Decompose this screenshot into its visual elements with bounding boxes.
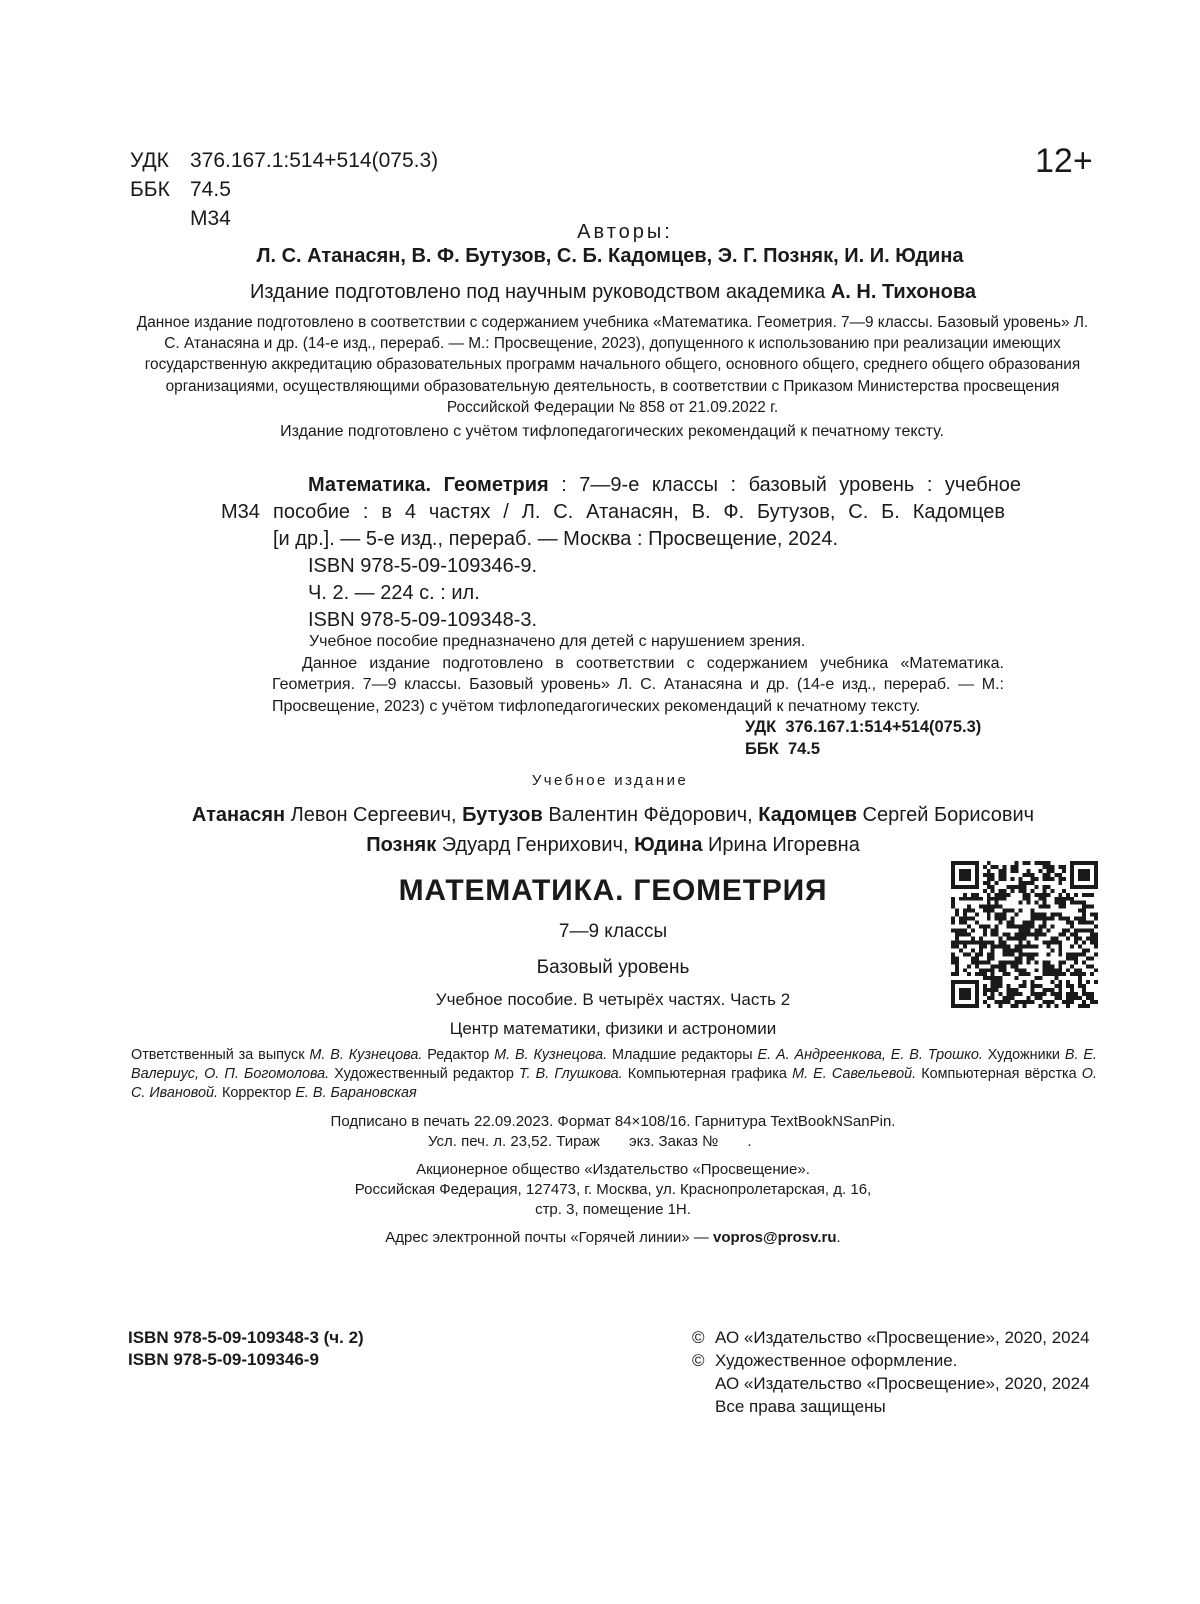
supervisor-name: А. Н. Тихонова xyxy=(830,281,976,303)
book-grades: 7—9 классы xyxy=(558,921,668,942)
annotation xyxy=(272,631,1004,717)
name-rest-2: Валентин Фёдорович, xyxy=(542,804,759,826)
edition-type: Учебное издание xyxy=(531,772,689,789)
name-rest-4: Эдуард Генрихович, xyxy=(436,834,635,856)
isbn-footer xyxy=(128,1327,364,1371)
annotation-line-1: Учебное пособие предназначено для детей с нарушением зрения. xyxy=(309,633,806,650)
copyright-line-2 xyxy=(692,1349,1090,1372)
copyright-block xyxy=(692,1326,1090,1418)
age-rating: 12+ xyxy=(1035,142,1093,180)
biblio-codes xyxy=(745,716,981,760)
copyright-line-1 xyxy=(692,1326,1090,1349)
biblio-line-1 xyxy=(221,472,1021,499)
credit-person-7: О. С. Ивановой. xyxy=(131,1066,1097,1102)
authors-full-names xyxy=(0,800,1200,860)
credit-person-5: Т. В. Глушкова. xyxy=(519,1066,623,1083)
surname-3: Кадомцев xyxy=(758,804,857,826)
biblio-isbn-set: ISBN 978-5-09-109346-9. xyxy=(308,555,538,577)
author-mark: М34 xyxy=(190,207,231,230)
biblio-line-2-text: пособие : в 4 частях / Л. С. Атанасян, В. Ф. Бутузов, С. Б. Кадомцев xyxy=(273,501,1005,523)
copyright-text-3: АО «Издательство «Просвещение», 2020, 2024 xyxy=(715,1374,1090,1393)
names-line-1 xyxy=(0,800,1200,830)
name-rest-5: Ирина Игоревна xyxy=(702,834,860,856)
credit-person-4: В. Е. Валериус, О. П. Богомолова. xyxy=(131,1047,1097,1083)
isbn-footer-2: ISBN 978-5-09-109346-9 xyxy=(128,1350,319,1369)
book-part: Учебное пособие. В четырёх частях. Часть 2 xyxy=(435,990,791,1009)
udk-value: 376.167.1:514+514(075.3) xyxy=(190,149,439,172)
publisher-line-3: стр. 3, помещение 1Н. xyxy=(535,1201,691,1218)
supervision-line xyxy=(0,281,1200,304)
name-rest-1: Левон Сергеевич, xyxy=(285,804,463,826)
copyright-text-1: АО «Издательство «Просвещение», 2020, 2024 xyxy=(715,1328,1090,1347)
surname-4: Позняк xyxy=(366,834,437,856)
bbk-line xyxy=(130,175,438,204)
copyright-icon: © xyxy=(692,1328,705,1347)
credit-role-1: Ответственный за выпуск xyxy=(131,1047,310,1063)
credit-role-6: Компьютерная графика xyxy=(622,1066,793,1083)
book-title: МАТЕМАТИКА. ГЕОМЕТРИЯ xyxy=(398,874,828,907)
biblio-title: Математика. Геометрия xyxy=(308,474,549,496)
biblio-udk: УДК 376.167.1:514+514(075.3) xyxy=(745,718,982,736)
supervision-prefix: Издание подготовлено под научным руководством академика xyxy=(249,281,831,303)
print-details-1: Подписано в печать 22.09.2023. Формат 84×108/16. Гарнитура TextBookNSanPin. xyxy=(330,1113,896,1130)
copyright-line-4 xyxy=(692,1395,1090,1418)
bibliographic-record xyxy=(221,472,1021,634)
bbk-value: 74.5 xyxy=(190,178,231,201)
typhlo-note: Издание подготовлено с учётом тифлопедагогических рекомендаций к печатному тексту. xyxy=(280,423,944,440)
credit-role-7: Компьютерная вёрстка xyxy=(916,1066,1082,1083)
hotline-email[interactable]: vopros@prosv.ru xyxy=(712,1229,837,1246)
credit-person-6: М. Е. Савельевой. xyxy=(792,1066,917,1083)
hotline-line xyxy=(0,1229,1200,1246)
credit-role-8: Корректор xyxy=(218,1085,296,1102)
surname-5: Юдина xyxy=(634,834,703,856)
hotline-prefix: Адрес электронной почты «Горячей линии» — xyxy=(385,1229,713,1246)
authors-heading: Авторы: xyxy=(577,221,673,243)
print-details-2: Усл. печ. л. 23,52. Тираж экз. Заказ № . xyxy=(428,1133,752,1150)
credit-person-3: Е. А. Андреенкова, Е. В. Трошко. xyxy=(757,1047,983,1063)
biblio-bbk: ББК 74.5 xyxy=(745,740,821,758)
name-rest-3: Сергей Борисович xyxy=(857,804,1035,826)
publisher-info xyxy=(0,1160,1200,1220)
isbn-footer-1: ISBN 978-5-09-109348-3 (ч. 2) xyxy=(128,1328,364,1347)
credit-role-2: Редактор xyxy=(422,1047,495,1063)
credit-role-5: Художественный редактор xyxy=(329,1066,519,1083)
approval-note: Данное издание подготовлено в соответствии с содержанием учебника «Математика. Геометрия. 7—9 классы. Базовый уровень» Л. С. Атанасяна и др. (14-е изд., перераб. — М.: Просвещение, 2023), допущенного к использованию при реализации имеющих государственную аккредитацию образовательных программ начального общего, основного общего, среднего общего образования организациями, осуществляющими образовательную деятельность, в соответствии с Приказом Министерства просвещения Российской Федерации № 858 от 21.09.2022 г. xyxy=(136,314,1089,416)
classification-codes xyxy=(130,146,438,233)
biblio-line-3: [и др.]. — 5-е изд., перераб. — Москва : Просвещение, 2024. xyxy=(273,528,839,550)
publisher-line-2: Российская Федерация, 127473, г. Москва, ул. Краснопролетарская, д. 16, xyxy=(354,1181,872,1198)
biblio-line-1-rest: : 7—9-е классы : базовый уровень : учебное xyxy=(548,474,1021,496)
copyright-line-3 xyxy=(692,1372,1090,1395)
biblio-author-mark: М34 xyxy=(221,501,260,523)
credit-person-8: Е. В. Барановская xyxy=(295,1085,417,1102)
credit-role-4: Художники xyxy=(982,1047,1065,1063)
qr-code-icon xyxy=(951,861,1098,1008)
biblio-part: Ч. 2. — 224 с. : ил. xyxy=(308,582,480,604)
biblio-isbn-part: ISBN 978-5-09-109348-3. xyxy=(308,609,538,631)
authors-list: Л. С. Атанасян, В. Ф. Бутузов, С. Б. Кадомцев, Э. Г. Позняк, И. И. Юдина xyxy=(256,245,964,267)
copyright-text-2: Художественное оформление. xyxy=(715,1351,958,1370)
production-credits xyxy=(131,1046,1097,1104)
credit-person-2: М. В. Кузнецова. xyxy=(494,1047,608,1063)
copyright-text-4: Все права защищены xyxy=(715,1397,886,1416)
udk-line xyxy=(130,146,438,175)
credit-person-1: М. В. Кузнецова. xyxy=(309,1047,423,1063)
udk-label: УДК xyxy=(130,149,169,172)
book-center: Центр математики, физики и астрономии xyxy=(449,1019,777,1038)
hotline-suffix: . xyxy=(836,1229,841,1246)
copyright-icon: © xyxy=(692,1351,705,1370)
annotation-paragraph-2: Данное издание подготовлено в соответствии с содержанием учебника «Математика. Геометрия. 7—9 классы. Базовый уровень» Л. С. Атанасяна и др. (14-е изд., перераб. — М.: Просвещение, 2023) с учётом тифлопедагогических рекомендаций к печатному тексту. xyxy=(272,654,1004,715)
credit-role-3: Младшие редакторы xyxy=(607,1047,758,1063)
biblio-line-2 xyxy=(221,499,1021,526)
names-line-2 xyxy=(0,830,1200,860)
book-level: Базовый уровень xyxy=(536,957,690,978)
surname-2: Бутузов xyxy=(462,804,543,826)
publisher-line-1: Акционерное общество «Издательство «Просвещение». xyxy=(416,1161,810,1178)
bbk-label: ББК xyxy=(130,178,170,201)
surname-1: Атанасян xyxy=(191,804,286,826)
